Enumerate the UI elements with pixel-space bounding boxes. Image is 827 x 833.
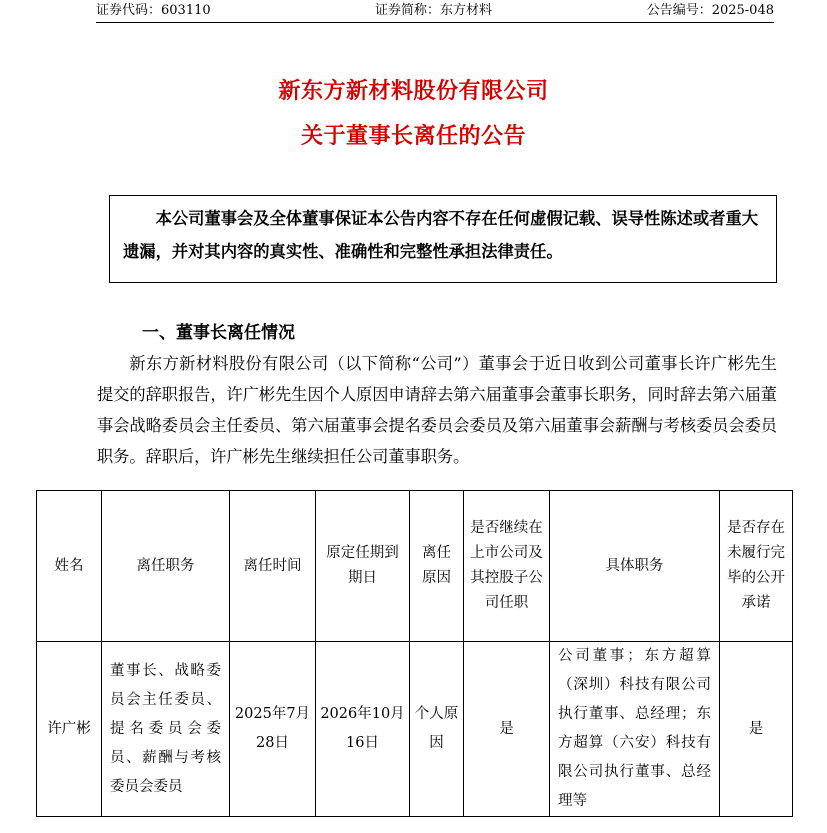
section-body	[97, 348, 777, 472]
cell-position: 董事长、战略委员会主任委员、提名委员会委员、薪酬与考核委员会委员	[102, 642, 230, 817]
stock-code: 证券代码：603110	[96, 3, 211, 18]
disclaimer-box	[109, 195, 777, 283]
disclaimer-text: 本公司董事会及全体董事保证本公告内容不存在任何虚假记载、误导性陈述或者重大遗漏，并对其内容的真实性、准确性和完整性承担法律责任。	[123, 209, 759, 261]
table-header-row	[37, 491, 793, 642]
section-heading: 一、董事长离任情况	[142, 323, 295, 343]
cell-reason: 个人原因	[410, 642, 464, 817]
header-commitments: 是否存在未履行完毕的公开承诺	[720, 491, 793, 642]
announcement-title: 关于董事长离任的公告	[300, 123, 526, 149]
cell-details: 公司董事；东方超算（深圳）科技有限公司执行董事、总经理；东方超算（六安）科技有限公司执行董事、总经理等	[550, 642, 720, 817]
cell-term-end: 2026年10月16日	[316, 642, 410, 817]
header-leave-time: 离任时间	[230, 491, 316, 642]
header-details: 具体职务	[550, 491, 720, 642]
header-continue-role: 是否继续在上市公司及其控股子公司任职	[464, 491, 550, 642]
table-row	[37, 642, 793, 817]
resignation-table	[36, 490, 793, 817]
header-term-end: 原定任期到期日	[316, 491, 410, 642]
cell-commitments: 是	[720, 642, 793, 817]
section-paragraph: 新东方新材料股份有限公司（以下简称“公司”）董事会于近日收到公司董事长许广彬先生提交的辞职报告，许广彬先生因个人原因申请辞去第六届董事会董事长职务，同时辞去第六届董事会战略委员会主任委员、第六届董事会提名委员会委员及第六届董事会薪酬与考核委员会委员职务。辞职后，许广彬先生继续担任公司董事职务。	[97, 354, 777, 466]
header-position: 离任职务	[102, 491, 230, 642]
stock-abbreviation: 证券简称：东方材料	[375, 3, 493, 18]
announcement-number: 公告编号：2025-048	[646, 3, 774, 18]
cell-leave-time: 2025年7月28日	[230, 642, 316, 817]
company-title: 新东方新材料股份有限公司	[278, 78, 549, 104]
cell-continue-role: 是	[464, 642, 550, 817]
header-reason: 离任原因	[410, 491, 464, 642]
page-header	[96, 0, 774, 23]
cell-name: 许广彬	[37, 642, 102, 817]
header-name: 姓名	[37, 491, 102, 642]
